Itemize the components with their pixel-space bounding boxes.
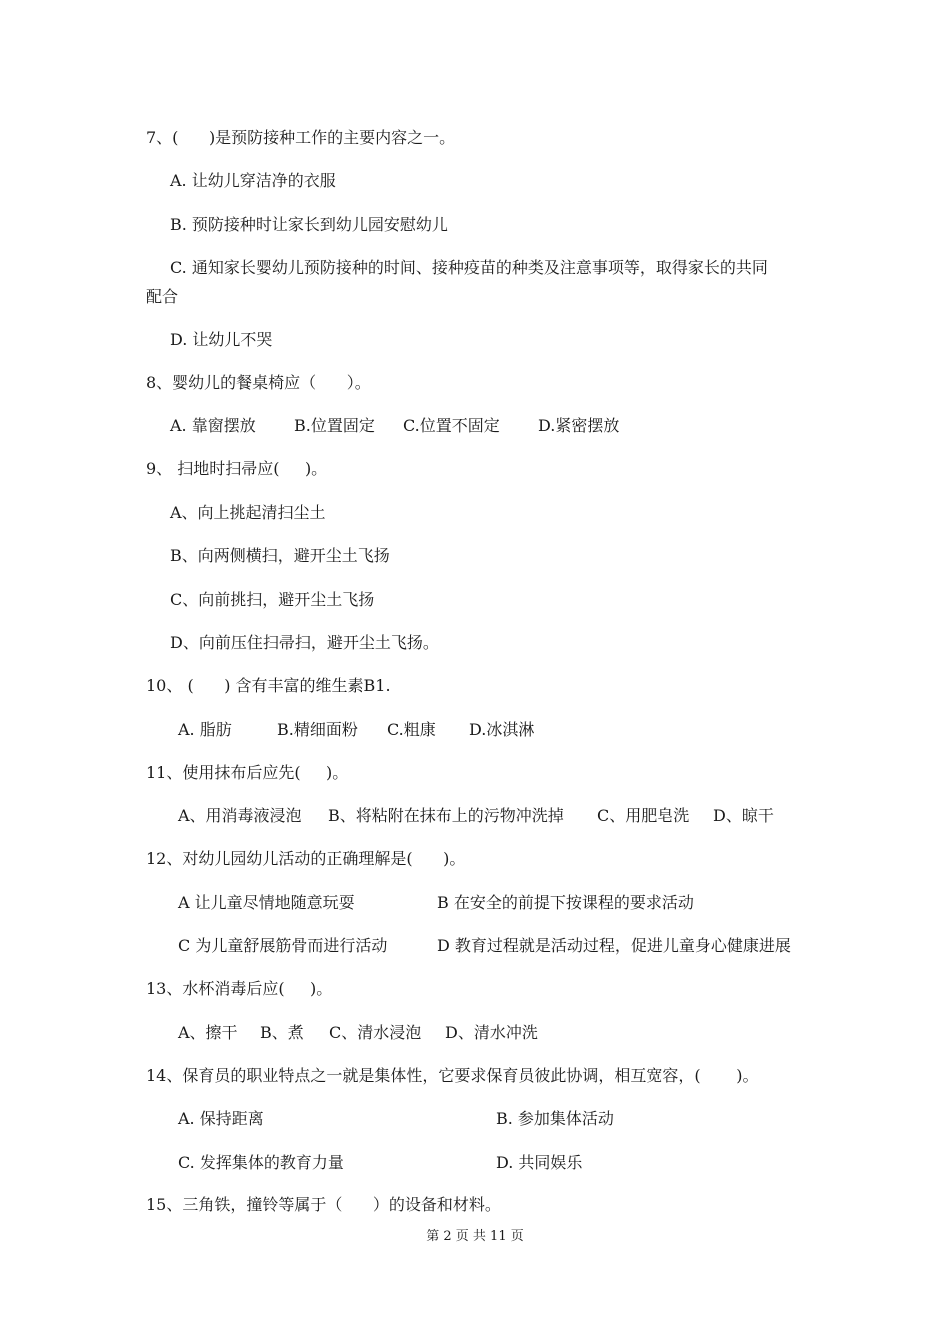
question-8-option-d: D.紧密摆放 xyxy=(538,416,620,435)
question-8-option-b: B.位置固定 xyxy=(294,416,375,435)
question-11-option-c: C、用肥皂洗 xyxy=(597,806,690,825)
question-12-option-a: A 让儿童尽情地随意玩耍 xyxy=(178,893,355,912)
question-14-option-d: D. 共同娱乐 xyxy=(496,1153,583,1172)
question-7-option-d: D. 让幼儿不哭 xyxy=(170,330,273,349)
question-7-option-c: C. 通知家长婴幼儿预防接种的时间、接种疫苗的种类及注意事项等，取得家长的共同 xyxy=(170,258,768,277)
question-13-option-a: A、擦干 xyxy=(178,1023,238,1042)
question-11-option-b: B、将粘附在抹布上的污物冲洗掉 xyxy=(328,806,564,825)
question-11-stem: 11、使用抹布后应先( )。 xyxy=(146,763,349,782)
question-14-option-b: B. 参加集体活动 xyxy=(496,1109,614,1128)
question-7-option-b: B. 预防接种时让家长到幼儿园安慰幼儿 xyxy=(170,215,448,234)
question-8-option-a: A. 靠窗摆放 xyxy=(170,416,256,435)
question-14-option-a: A. 保持距离 xyxy=(178,1109,264,1128)
question-8-stem: 8、婴幼儿的餐桌椅应（ ）。 xyxy=(146,373,371,392)
question-10-option-c: C.粗康 xyxy=(387,720,436,739)
question-9-stem: 9、 扫地时扫帚应( )。 xyxy=(146,459,328,478)
question-13-stem: 13、水杯消毒后应( )。 xyxy=(146,979,333,998)
question-11-option-d: D、晾干 xyxy=(713,806,774,825)
question-14-option-c: C. 发挥集体的教育力量 xyxy=(178,1153,344,1172)
question-12-option-d: D 教育过程就是活动过程，促进儿童身心健康进展 xyxy=(437,936,791,955)
question-10-option-a: A. 脂肪 xyxy=(178,720,232,739)
question-9-option-d: D、向前压住扫帚扫，避开尘土飞扬。 xyxy=(170,633,439,652)
question-9-option-a: A、向上挑起清扫尘土 xyxy=(170,503,326,522)
question-11-option-a: A、用消毒液浸泡 xyxy=(178,806,302,825)
question-13-option-b: B、煮 xyxy=(260,1023,304,1042)
question-9-option-c: C、向前挑扫，避开尘土飞扬 xyxy=(170,590,375,609)
question-7-option-c-continued: 配合 xyxy=(146,287,179,306)
question-12-option-c: C 为儿童舒展筋骨而进行活动 xyxy=(178,936,388,955)
question-10-stem: 10、 ( ) 含有丰富的维生素B1. xyxy=(146,676,391,695)
question-10-option-d: D.冰淇淋 xyxy=(469,720,535,739)
page-number-footer: 第 2 页 共 11 页 xyxy=(426,1229,524,1244)
question-13-option-c: C、清水浸泡 xyxy=(329,1023,422,1042)
question-7-stem: 7、( )是预防接种工作的主要内容之一。 xyxy=(146,128,456,147)
question-8-option-c: C.位置不固定 xyxy=(403,416,500,435)
question-15-stem: 15、三角铁，撞铃等属于（ ）的设备和材料。 xyxy=(146,1195,501,1214)
question-12-stem: 12、对幼儿园幼儿活动的正确理解是( )。 xyxy=(146,849,466,868)
question-10-option-b: B.精细面粉 xyxy=(277,720,358,739)
question-12-option-b: B 在安全的前提下按课程的要求活动 xyxy=(437,893,694,912)
question-14-stem: 14、保育员的职业特点之一就是集体性，它要求保育员彼此协调，相互宽容，( )。 xyxy=(146,1066,759,1085)
question-9-option-b: B、向两侧横扫，避开尘土飞扬 xyxy=(170,546,390,565)
question-7-option-a: A. 让幼儿穿洁净的衣服 xyxy=(170,171,336,190)
question-13-option-d: D、清水冲洗 xyxy=(445,1023,538,1042)
